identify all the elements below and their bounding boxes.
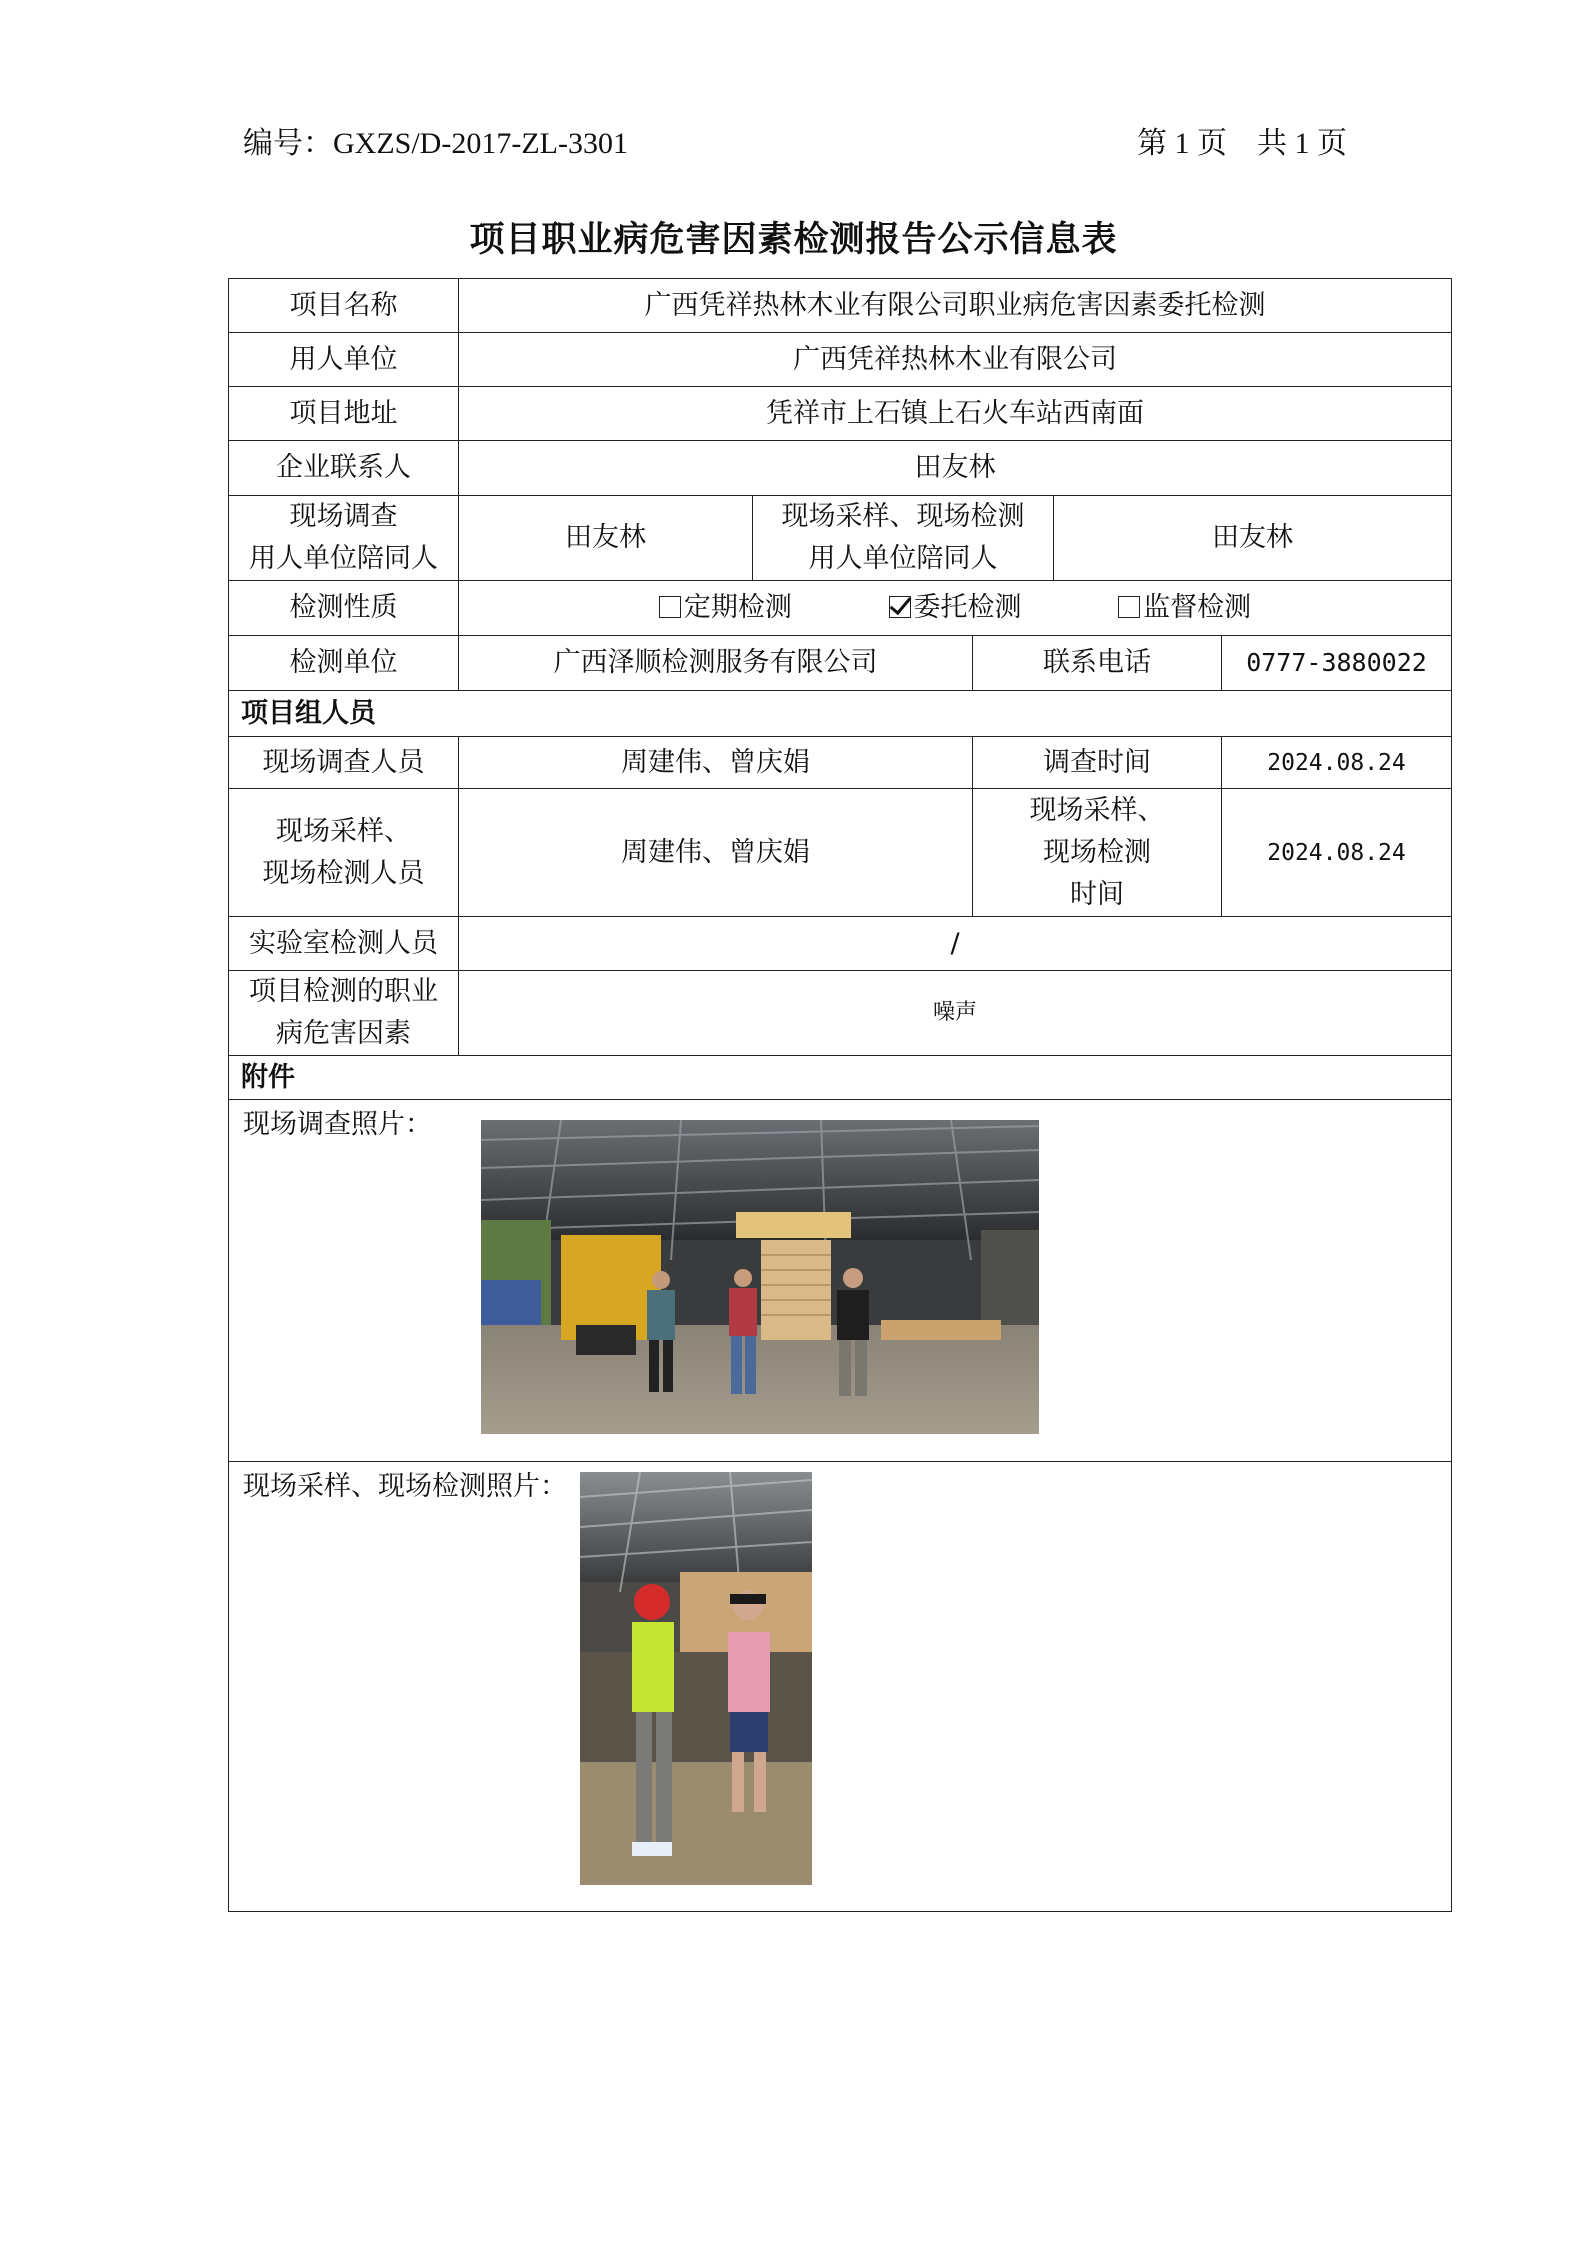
label-phone: 联系电话 xyxy=(973,636,1222,691)
checkbox-periodic[interactable] xyxy=(659,596,681,618)
row-team-section xyxy=(229,691,1452,737)
sampling-photo xyxy=(580,1472,812,1885)
survey-photo-label: 现场调查照片： xyxy=(243,1109,432,1140)
row-sampling-staff xyxy=(229,789,1452,917)
page-current: 第 1 页 xyxy=(1137,127,1227,160)
value-survey-accompany: 田友林 xyxy=(459,496,753,581)
row-lab xyxy=(229,636,1452,691)
section-team: 项目组人员 xyxy=(229,691,1452,737)
row-contact xyxy=(229,441,1452,496)
value-employer: 广西凭祥热林木业有限公司 xyxy=(459,333,1452,387)
info-table xyxy=(228,278,1452,1912)
value-lab: 广西泽顺检测服务有限公司 xyxy=(459,636,973,691)
survey-photo-cell xyxy=(229,1100,1452,1462)
value-address: 凭祥市上石镇上石火车站西南面 xyxy=(459,387,1452,441)
row-sampling-photo xyxy=(229,1462,1452,1912)
sampling-photo-label: 现场采样、现场检测照片： xyxy=(243,1471,567,1502)
value-contact: 田友林 xyxy=(459,441,1452,496)
row-address xyxy=(229,387,1452,441)
row-survey-staff xyxy=(229,737,1452,789)
label-employer: 用人单位 xyxy=(229,333,459,387)
row-factors xyxy=(229,971,1452,1056)
value-sampling-time: 2024.08.24 xyxy=(1222,789,1452,917)
row-employer xyxy=(229,333,1452,387)
row-survey-photo xyxy=(229,1100,1452,1462)
label-factors: 项目检测的职业 病危害因素 xyxy=(229,971,459,1056)
row-attachment-section xyxy=(229,1056,1452,1100)
value-sampling-staff: 周建伟、曾庆娟 xyxy=(459,789,973,917)
value-phone: 0777-3880022 xyxy=(1222,636,1452,691)
label-survey-accompany: 现场调查 用人单位陪同人 xyxy=(229,496,459,581)
option-supervisory[interactable]: 监督检测 xyxy=(1118,587,1251,629)
value-project-name: 广西凭祥热林木业有限公司职业病危害因素委托检测 xyxy=(459,279,1452,333)
label-lab-staff: 实验室检测人员 xyxy=(229,917,459,971)
row-lab-staff xyxy=(229,917,1452,971)
label-survey-staff: 现场调查人员 xyxy=(229,737,459,789)
value-survey-staff: 周建伟、曾庆娟 xyxy=(459,737,973,789)
label-sampling-staff: 现场采样、 现场检测人员 xyxy=(229,789,459,917)
option-periodic[interactable]: 定期检测 xyxy=(659,587,792,629)
page-title: 项目职业病危害因素检测报告公示信息表 xyxy=(469,220,1118,260)
checkbox-commissioned[interactable] xyxy=(889,596,911,618)
label-nature: 检测性质 xyxy=(229,581,459,636)
page-header xyxy=(243,118,1347,158)
checkbox-supervisory[interactable] xyxy=(1118,596,1140,618)
label-project-name: 项目名称 xyxy=(229,279,459,333)
nature-options xyxy=(459,581,1452,636)
sampling-photo-cell xyxy=(229,1462,1452,1912)
row-project-name xyxy=(229,279,1452,333)
section-attachment: 附件 xyxy=(229,1056,1452,1100)
page-indicator xyxy=(1137,118,1347,162)
label-contact: 企业联系人 xyxy=(229,441,459,496)
value-sampling-accompany: 田友林 xyxy=(1054,496,1452,581)
document-number: 编号：GXZS/D-2017-ZL-3301 xyxy=(243,127,628,160)
label-survey-time: 调查时间 xyxy=(973,737,1222,789)
label-sampling-time: 现场采样、 现场检测 时间 xyxy=(973,789,1222,917)
value-lab-staff: / xyxy=(459,917,1452,971)
survey-photo xyxy=(481,1120,1039,1434)
label-lab: 检测单位 xyxy=(229,636,459,691)
value-survey-time: 2024.08.24 xyxy=(1222,737,1452,789)
label-sampling-accompany: 现场采样、现场检测 用人单位陪同人 xyxy=(753,496,1054,581)
row-accompany xyxy=(229,496,1452,581)
value-factors: 噪声 xyxy=(459,971,1452,1056)
row-nature xyxy=(229,581,1452,636)
page-total: 共 1 页 xyxy=(1257,127,1347,160)
label-address: 项目地址 xyxy=(229,387,459,441)
option-commissioned[interactable]: 委托检测 xyxy=(889,587,1022,629)
